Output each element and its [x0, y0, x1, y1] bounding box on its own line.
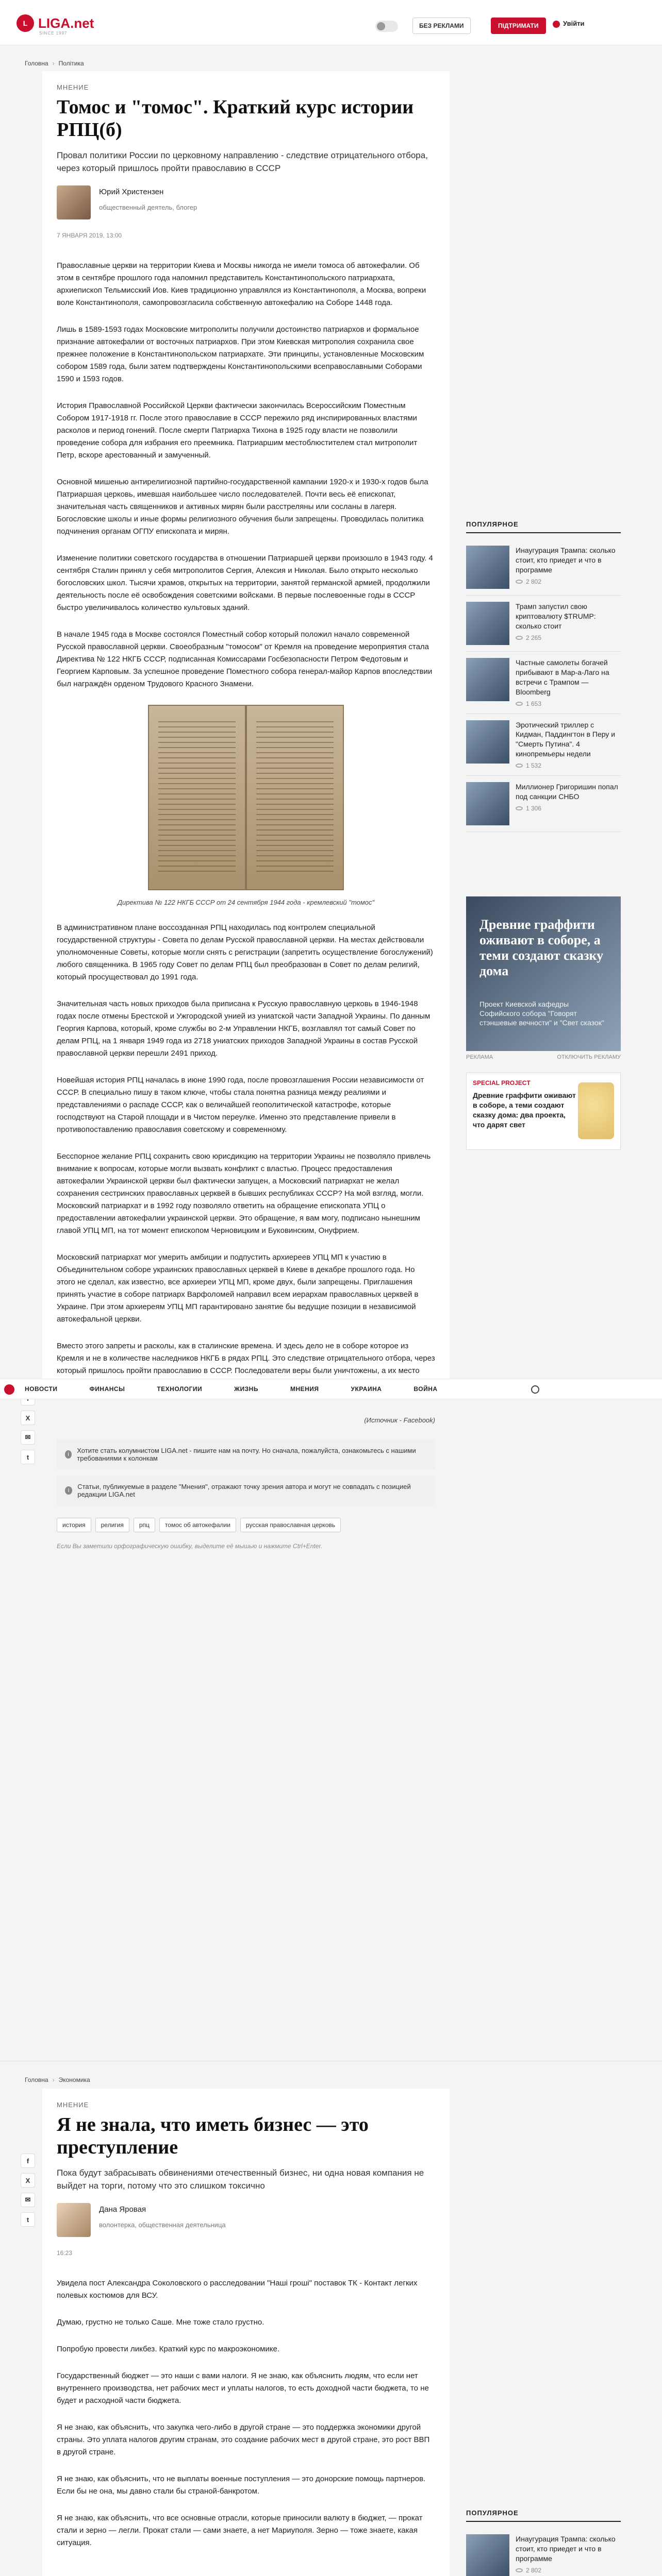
no-ads-button[interactable]: БЕЗ РЕКЛАМИ — [412, 18, 471, 34]
breadcrumb — [25, 2076, 90, 2083]
thumbnail[interactable] — [466, 2534, 509, 2576]
breadcrumb-section[interactable]: Політика — [58, 60, 84, 67]
author-block[interactable] — [57, 2203, 435, 2237]
share-bar — [21, 2154, 35, 2227]
article-paragraph: Думаю, грустно не только Саше. Мне тоже стало грустно. — [57, 2317, 264, 2327]
special-project-image — [578, 1082, 614, 1139]
breadcrumb-separator: › — [52, 60, 55, 67]
promo-title: Древние граффити оживают в соборе, а теми создают сказку дома — [479, 917, 604, 978]
article-lead: Пока будут забрасывать обвинениями отечественный бизнес, ни одна новая компания не выйдет на торги, потому что это слишком токсично — [57, 2168, 424, 2191]
special-project-card[interactable] — [466, 1073, 621, 1150]
article-title: Томос и "томос". Краткий курс истории РПЦ(б) — [57, 96, 414, 141]
support-button[interactable]: ПІДТРИМАТИ — [491, 18, 546, 34]
tag[interactable]: русская православная церковь — [240, 1518, 341, 1532]
opinion-notice-text: Статьи, публикуемые в разделе "Мнения", отражают точку зрения автора и могут не совпадать с позицией редакции LIGA.net — [77, 1482, 411, 1498]
nav-item-finance[interactable]: ФИНАНСЫ — [89, 1385, 125, 1393]
popular-headline[interactable]: Миллионер Григоришин попал под санкции СНБО — [516, 783, 618, 801]
image-caption: Директива № 122 НКГБ СССР от 24 сентября 1944 года - кремлевский "томос" — [117, 898, 375, 906]
popular-headline[interactable]: Трамп запустил свою криптовалюту $TRUMP: сколько стоит — [516, 602, 596, 630]
nav-item-war[interactable]: ВОЙНА — [413, 1385, 438, 1393]
disable-ads-link[interactable]: ОТКЛЮЧИТЬ РЕКЛАМУ — [557, 1054, 621, 1060]
article-rubric: МНЕНИЕ — [57, 83, 89, 91]
article-rubric: МНЕНИЕ — [57, 2101, 89, 2109]
nav-items — [25, 1385, 438, 1393]
eye-icon — [516, 2568, 523, 2572]
popular-title: ПОПУЛЯРНОЕ — [466, 2509, 621, 2522]
theme-toggle[interactable] — [375, 21, 398, 32]
telegram-icon[interactable]: t — [21, 2212, 35, 2227]
info-icon: i — [65, 1486, 72, 1495]
list-item[interactable] — [466, 776, 621, 832]
mail-icon[interactable]: ✉ — [21, 2193, 35, 2207]
list-item[interactable] — [466, 2528, 621, 2576]
columnist-notice-text: Хотите стать колумнистом LIGA.net - пишите нам на почту. Но сначала, пожалуйста, ознакомьтесь с нашими требованиями к колонкам — [77, 1446, 416, 1462]
document-image-1[interactable] — [148, 705, 246, 890]
popular-title: ПОПУЛЯРНОЕ — [466, 520, 621, 533]
nav-item-life[interactable]: ЖИЗНЬ — [234, 1385, 258, 1393]
article-paragraph: Новейшая история РПЦ началась в июне 1990 года, после провозглашения России независимости от СССР. В специально пишу в таком ключе, чтобы стала понятна разница между реалиями и представлениями о распаде СССР, как о величайшей геополитической катастрофе, которые господствуют на Старой площади и в Чистом переулке. Именно это представление привели в противопоставлению православия советскому и современному. — [57, 1075, 424, 1134]
list-item[interactable] — [466, 714, 621, 776]
breadcrumb-home[interactable]: Головна — [25, 60, 48, 67]
article-paragraph: Увидела пост Александра Соколовского о расследовании "Наші гроші" поставок ТК - Контакт легких полевых костюмов для ВСУ. — [57, 2278, 418, 2300]
view-count — [516, 634, 621, 641]
logo-mark-icon: L — [16, 14, 34, 32]
article-source[interactable]: (Источник - Facebook) — [364, 1416, 435, 1424]
x-icon[interactable]: X — [21, 1411, 35, 1425]
article-paragraph: Я не знаю, как объяснить, что все основные отрасли, которые приносили валюту в бюджет, — прокат стали и зерно — легли. Прокат стали — сами знаете, а нет Мариуполя. Зерно — тоже знаете, какая ситуация. — [57, 2513, 423, 2547]
article-title: Я не знала, что иметь бизнес — это преступление — [57, 2114, 369, 2158]
share-bar — [21, 1391, 35, 1464]
logo-subtitle: SINCE 1997 — [39, 31, 68, 36]
site-header — [0, 0, 662, 45]
author-role: общественный деятель, блогер — [99, 203, 197, 211]
tag[interactable]: рпц — [134, 1518, 155, 1532]
promo-subtitle: Проект Киевской кафедры Софийского собора "Говорят стэншевые вечности" и "Свет сказок" — [479, 1000, 604, 1027]
article-paragraph: Бесспорное желание РПЦ сохранить свою юрисдикцию на территории Украины не позволяло привлечь внимание к вопросам, которые могли вызвать конфликт с властью. Процесс предоставления автокефалии Украинской церкви был фактически запущен, а Московский патриархат не желал сохранения сестринских православных церквей в бывших республиках СССР? На мой взгляд, могли. Московский патриархат и в 1992 году позволяло ответить на обращение епископата УПЦ о предоставлении автокефалии украинской церкви. Это обращение, я вам могу, подписано нынешним главой УПЦ МП, на тот момент епископом Черновицким и Буковинским, Онуфрием. — [57, 1151, 431, 1235]
popular-headline[interactable]: Инаугурация Трампа: сколько стоит, кто приедет и что в программе — [516, 2535, 616, 2563]
author-block[interactable] — [57, 185, 435, 219]
popular-headline[interactable]: Инаугурация Трампа: сколько стоит, кто приедет и что в программе — [516, 546, 616, 574]
article-paragraph: История Православной Российской Церкви фактически закончилась Всероссийским Поместным Собором 1917-1918 гг. После этого православие в СССР пережило ряд инспирированных властями расколов и период гонений. После смерти Патриарха Тихона в 1925 году власти не позволили проведение собора для избрания его преемника. Патриаршим местоблюстителем стал митрополит Петр, вскоре арестованный и замученный. — [57, 401, 418, 460]
view-count — [516, 2567, 621, 2574]
article-paragraph: Государственный бюджет — это наши с вами налоги. Я не знаю, как объяснить людям, что если нет внутреннего производства, нет рабочих мест и уплаты налогов, то есть доходной части бюджета, то не будет и расходной части бюджета. — [57, 2371, 429, 2405]
breadcrumb-home[interactable]: Головна — [25, 2076, 48, 2083]
search-icon[interactable] — [531, 1385, 539, 1394]
author-role: волонтерка, общественная деятельница — [99, 2221, 226, 2229]
tag[interactable]: томос об автокефалии — [159, 1518, 236, 1532]
promo-footer — [466, 1054, 621, 1060]
popular-headline[interactable]: Эротический триллер с Кидман, Паддингтон в Перу и "Смерть Путина". 4 кинопремьеры недели — [516, 720, 616, 758]
article-lead: Провал политики России по церковному направлению - следствие отрицательного отбора, через который пришлось пройти православию в СССР — [57, 150, 428, 174]
article-paragraph: Попробую провести ликбез. Краткий курс по макроэкономике. — [57, 2344, 279, 2353]
special-project-label: SPECIAL PROJECT — [473, 1079, 531, 1087]
ad-label: РЕКЛАМА — [466, 1054, 493, 1060]
article-paragraph: Основной мишенью антирелигиозной партийно-государственной кампании 1920-х и 1930-х годов была Патриаршая церковь, имевшая наибольшее число последователей. Почти весь её епископат, значительная часть священников и активных мирян были расстреляны или сосланы в лагеря. Богословские школы и иные формы религиозного обучения были запрещены. Проводилась политика подчинения органам ОГПУ епископата и мирян. — [57, 477, 428, 536]
logo-text: LIGA.net — [38, 15, 94, 31]
document-image-2[interactable] — [246, 705, 344, 890]
view-count-value: 2 802 — [526, 2566, 542, 2574]
user-icon — [553, 21, 560, 28]
breadcrumb — [25, 60, 84, 67]
special-project-text[interactable]: Древние граффити оживают в соборе, а теми создают сказку дома: два проекта, что дарят свет — [473, 1091, 576, 1129]
sidebar-popular — [466, 2509, 621, 2576]
view-count — [516, 762, 621, 769]
thumbnail[interactable] — [466, 602, 509, 645]
sidebar-promo — [466, 896, 621, 1150]
avatar[interactable] — [57, 2203, 91, 2237]
view-count-value: 1 653 — [526, 700, 542, 707]
article-paragraph: В начале 1945 года в Москве состоялся Поместный собор который положил начало современной Русской православной церкви. Своеобразным "томосом" от Кремля на проведение мероприятия стала Директива № 122 НКГБ СССР, подписанная Комиссарами Госбезопасности Петром Федотовым и Георгием Карповым. За успешное проведение Поместного собора генерал-майор Карпов впоследствии был награждён орденом Трудового Красного Знамени. — [57, 630, 433, 688]
toggle-knob-icon — [377, 22, 385, 30]
thumbnail[interactable] — [466, 546, 509, 589]
nav-logo-icon[interactable] — [4, 1384, 14, 1395]
nav-item-news[interactable]: НОВОСТИ — [25, 1385, 58, 1393]
login-button[interactable]: Увійти — [563, 20, 585, 27]
eye-icon — [516, 580, 523, 584]
columnist-notice — [57, 1439, 435, 1469]
breadcrumb-section[interactable]: Экономика — [58, 2076, 90, 2083]
article-paragraph: Московский патриархат мог умерить амбиции и подпустить архиереев УПЦ МП к участию в Объединительном соборе украинских православных церквей в Киеве в декабре прошлого года. Но этого не сделал, как известно, все архиереи УПЦ МП, кроме двух, были запрещены. Приглашения принять участие в соборе патриарх Варфоломей направил всем иерархам православных церквей в Украине. При этом архиереям УПЦ МП гарантировано занятие бы ведущие позиции в независимой автокефальной церкви. — [57, 1252, 419, 1324]
list-item[interactable] — [466, 539, 621, 596]
opinion-notice — [57, 1476, 435, 1505]
tag[interactable]: религия — [95, 1518, 129, 1532]
breadcrumb-separator: › — [52, 2076, 55, 2083]
site-logo[interactable] — [16, 14, 94, 32]
view-count — [516, 578, 621, 585]
nav-item-ukraine[interactable]: УКРАИНА — [351, 1385, 382, 1393]
article-paragraph: Значительная часть новых приходов была приписана к Русскую православную церковь в 1946-1948 годах после отмены Брестской и Ужгородской унией из униатской части Западной Украины. По данным Георгия Карпова, который, кроме службы во 2-м Управлении НКГБ, возглавлял тот самый Совет по делам РПЦ, на 1 января 1949 года из 2718 униатских приходов Западной Украины в состав Русской православной церкви перешли 2491 приход. — [57, 999, 431, 1058]
document-images — [57, 705, 435, 890]
article-paragraph: В административном плане воссозданная РПЦ находилась под контролем специальной государственной структуры - Совета по делам Русской православной церкви. На местах действовали уполномоченные Советы, которые могли снять с регистрации (запретить осуществление богослужений) любого священника. В 1965 году Совет по делам РПЦ был преобразован в Совет по делам религий, который просуществовал до 1991 года. — [57, 923, 433, 981]
article-second — [42, 2089, 450, 2576]
sidebar-popular — [466, 520, 621, 832]
avatar[interactable] — [57, 185, 91, 219]
article-date: 16:23 — [57, 2249, 73, 2257]
article-paragraph: Православные церкви на территории Киева и Москвы никогда не имели томоса об автокефалии. Об этом в сентябре прошлого года напомнил представитель Константинопольского патриархата, архиепископ Тельмисский Иов. Киев традиционно управлялся из Константинополя, а Москва, вопреки воле Константинополя, самопровозгласила собственную автокефалию на Соборе 1448 года. — [57, 261, 426, 307]
thumbnail[interactable] — [466, 720, 509, 764]
view-count — [516, 805, 621, 812]
author-name[interactable]: Дана Яровая — [99, 2205, 146, 2214]
list-item[interactable] — [466, 652, 621, 714]
thumbnail[interactable] — [466, 658, 509, 701]
article-paragraph: Я не знаю, как объяснить, что закупка чего-либо в другой стране — это поддержка экономики другой страны. Это уплата налогов другим странам, это создание рабочих мест в другой стране, это рост ВВП в другой стране. — [57, 2422, 430, 2456]
article-paragraph: Я не знаю, как объяснить, что не выплаты военные поступления — это донорские помощь партнеров. Если бы не она, мы давно стали бы страной-банкротом. — [57, 2474, 426, 2496]
view-count-value: 2 802 — [526, 578, 542, 585]
article-paragraph: Вместо этого запреты и расколы, как в сталинские времена. И здесь дело не в соборе которое из Кремля и не в количестве наследников НКГБ в рядах РПЦ. Это следствие отрицательного отбора, через который пришлось пройти православию в СССР. Последователи веры были уничтожены, а их место — [57, 1341, 435, 1375]
eye-icon — [516, 806, 523, 810]
view-count — [516, 700, 621, 707]
mail-icon[interactable]: ✉ — [21, 1430, 35, 1445]
typo-hint: Если Вы заметили орфографическую ошибку, выделите её мышью и нажмите Ctrl+Enter. — [57, 1542, 323, 1550]
article-paragraph: Изменение политики советского государства в отношении Патриаршей церкви произошло в 1943 году. 4 сентября Сталин принял у себя митрополитов Сергия, Алексия и Николая. Было открыто несколько богословских школ. Тысячи храмов, открытых на территории, занятой германской армией, продолжили деятельность после её освобождения советскими войсками. В первые послевоенные годы в СССР быстро увеличивалось количество культовых зданий. — [57, 553, 433, 612]
eye-icon — [516, 702, 523, 706]
view-count-value: 2 265 — [526, 634, 542, 641]
x-icon[interactable]: X — [21, 2173, 35, 2188]
telegram-icon[interactable]: t — [21, 1450, 35, 1464]
promo-banner[interactable] — [466, 896, 621, 1051]
tag[interactable]: история — [57, 1518, 91, 1532]
view-count-value: 1 306 — [526, 804, 542, 812]
nav-item-opinions[interactable]: МНЕНИЯ — [290, 1385, 319, 1393]
list-item[interactable] — [466, 596, 621, 652]
author-name[interactable]: Юрий Христензен — [99, 187, 164, 196]
popular-headline[interactable]: Частные самолеты богачей прибывают в Мар-а-Лаго на встречи с Трампом — Bloomberg — [516, 658, 609, 696]
eye-icon — [516, 764, 523, 768]
article-main — [42, 71, 450, 1550]
view-count-value: 1 532 — [526, 762, 542, 770]
info-icon: i — [65, 1450, 72, 1459]
nav-item-tech[interactable]: ТЕХНОЛОГИИ — [157, 1385, 203, 1393]
eye-icon — [516, 636, 523, 640]
article-paragraph: Лишь в 1589-1593 годах Московские митрополиты получили достоинство патриархов и формальное признание автокефалии от восточных патриархов. При этом Киевская митрополия сохранила свое прежнее положение в Константинопольском патриархате. Эти принципы, установленные Московским собором 1589 года, были затем подтверждены Константинопольскими всеправославными Соборами 1590 и 1593 годов. — [57, 325, 424, 383]
thumbnail[interactable] — [466, 782, 509, 825]
facebook-icon[interactable]: f — [21, 2154, 35, 2168]
article-date: 7 ЯНВАРЯ 2019, 13:00 — [57, 231, 122, 239]
sticky-navbar — [0, 1379, 662, 1399]
tag-list — [57, 1518, 435, 1532]
